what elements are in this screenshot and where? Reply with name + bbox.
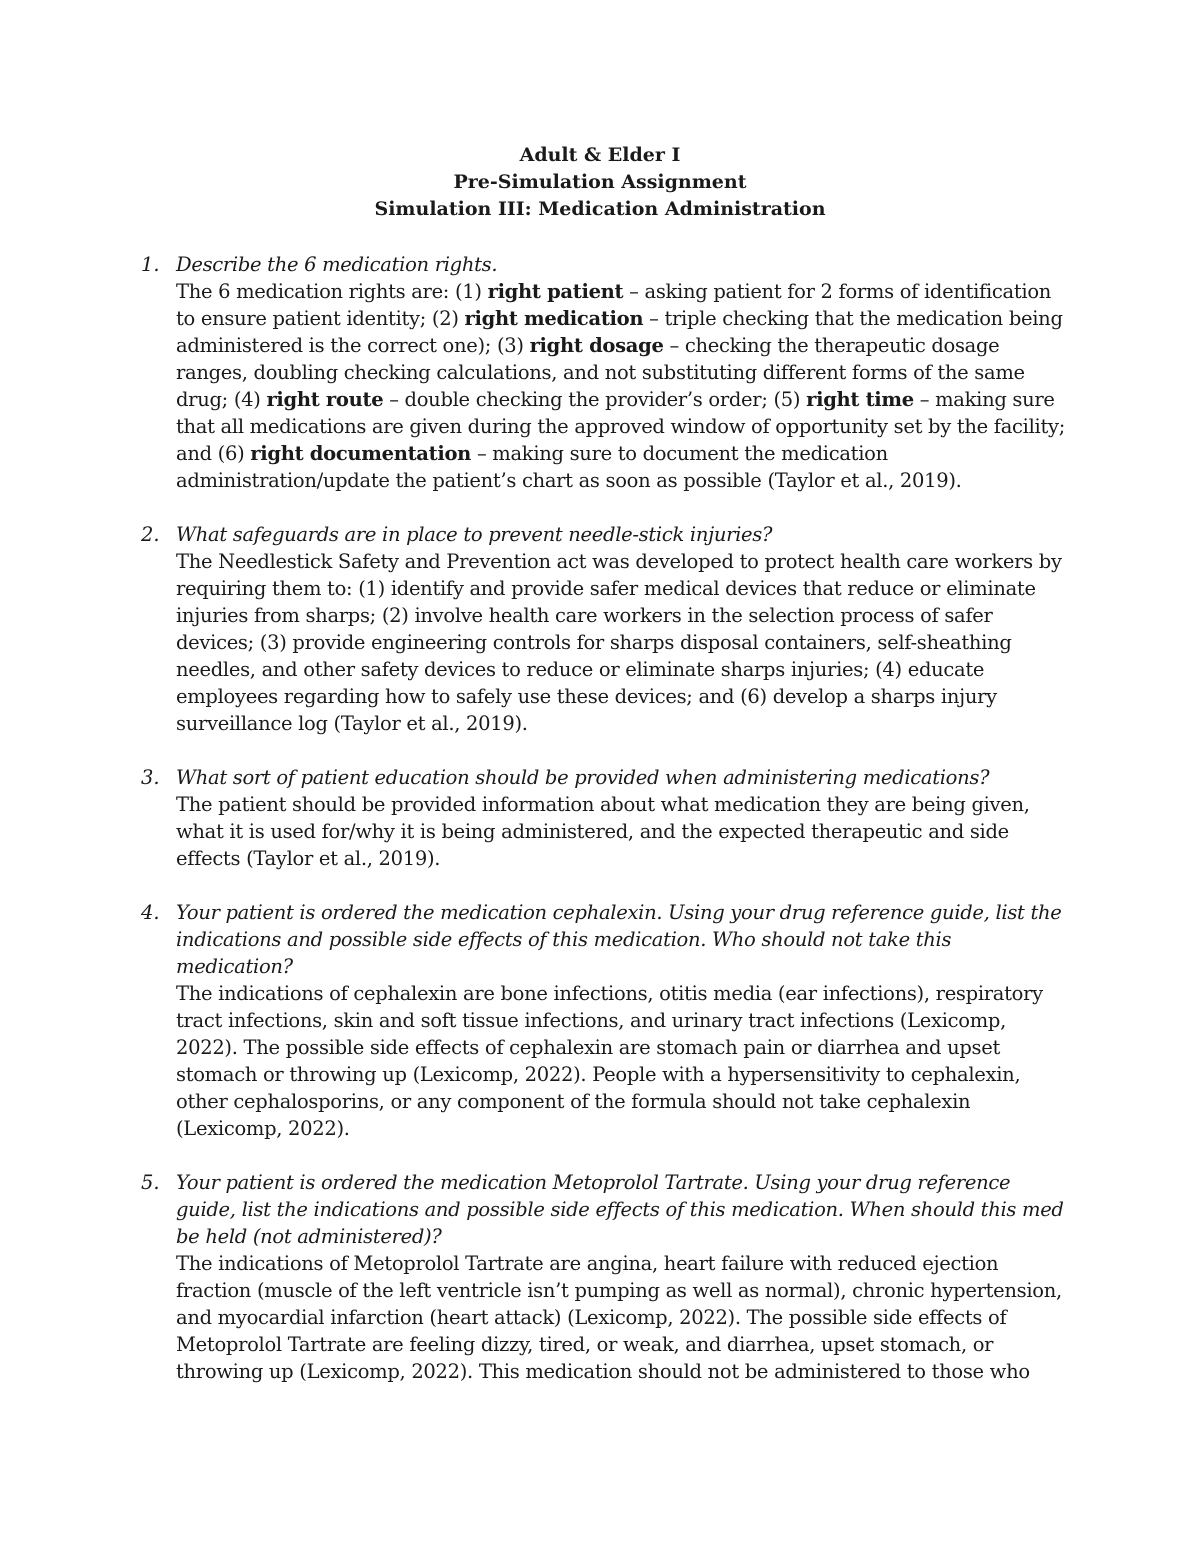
question-number: 1. bbox=[141, 253, 160, 276]
question-item-2 bbox=[0, 521, 1200, 737]
document-header bbox=[0, 142, 1200, 223]
question-text: Your patient is ordered the medication Metoprolol Tartrate. Using your drug reference guide, list the indications and possible side effects of this medication. When should this med be held (not administered)? bbox=[176, 1171, 1064, 1248]
right-route-term: right route bbox=[266, 388, 384, 411]
question-number: 2. bbox=[141, 523, 160, 546]
answer-text: The patient should be provided information about what medication they are being given, what it is used for/why it is being administered, and the expected therapeutic and side effects (Taylor et al., 2019). bbox=[176, 793, 1030, 870]
question-number: 3. bbox=[141, 766, 160, 789]
right-dosage-term: right dosage bbox=[529, 334, 664, 357]
answer-text: The indications of Metoprolol Tartrate are angina, heart failure with reduced ejection fraction (muscle of the left ventricle isn’t pumping as well as normal), chronic hypertension, and myocardial infarction (heart attack) (Lexicomp, 2022). The possible side effects of Metoprolol Tartrate are feeling dizzy, tired, or weak, and diarrhea, upset stomach, or throwing up (Lexicomp, 2022). This medication should not be administered to those who bbox=[176, 1252, 1062, 1383]
question-number: 5. bbox=[141, 1171, 160, 1194]
right-patient-term: right patient bbox=[487, 280, 624, 303]
right-time-term: right time bbox=[806, 388, 914, 411]
assignment-title: Pre-Simulation Assignment bbox=[453, 171, 747, 193]
answer-text: The Needlestick Safety and Prevention act was developed to protect health care workers by requiring them to: (1) identify and provide safer medical devices that reduce or eliminate injuries from sharps; (2) involve health care workers in the selection process of safer devices; (3) provide engineering controls for sharps disposal containers, self-sheathing needles, and other safety devices to reduce or eliminate sharps injuries; (4) educate employees regarding how to safely use these devices; and (6) develop a sharps injury surveillance log (Taylor et al., 2019). bbox=[176, 550, 1062, 735]
question-item-4 bbox=[0, 899, 1200, 1142]
answer-text: The indications of cephalexin are bone infections, otitis media (ear infections), respiratory tract infections, skin and soft tissue infections, and urinary tract infections (Lexicomp, 2022). The possible side effects of cephalexin are stomach pain or diarrhea and upset stomach or throwing up (Lexicomp, 2022). People with a hypersensitivity to cephalexin, other cephalosporins, or any component of the formula should not take cephalexin (Lexicomp, 2022). bbox=[176, 982, 1043, 1140]
simulation-title: Simulation III: Medication Administration bbox=[374, 198, 826, 220]
question-text: What sort of patient education should be provided when administering medications? bbox=[176, 766, 990, 789]
answer-text: The 6 medication rights are: (1) right patient – asking patient for 2 forms of identification to ensure patient identity; (2) right medication – triple checking that the medication being administered is the correct one); (3) right dosage – checking the therapeutic dosage ranges, doubling checking calculations, and not substituting different forms of the same drug; (4) right route – double checking the provider’s order; (5) right time – making sure that all medications are given during the approved window of opportunity set by the facility; and (6) right documentation – making sure to document the medication administration/update the patient’s chart as soon as possible (Taylor et al., 2019). bbox=[176, 280, 1065, 492]
question-item-1 bbox=[0, 251, 1200, 494]
course-title: Adult & Elder I bbox=[519, 144, 681, 166]
question-item-3 bbox=[0, 764, 1200, 872]
question-list bbox=[0, 251, 1200, 1412]
question-text: What safeguards are in place to prevent needle-stick injuries? bbox=[176, 523, 773, 546]
question-item-5 bbox=[0, 1169, 1200, 1385]
question-number: 4. bbox=[141, 901, 160, 924]
question-text: Your patient is ordered the medication cephalexin. Using your drug reference guide, list the indications and possible side effects of this medication. Who should not take this medication? bbox=[176, 901, 1062, 978]
right-medication-term: right medication bbox=[464, 307, 644, 330]
right-documentation-term: right documentation bbox=[250, 442, 472, 465]
question-text: Describe the 6 medication rights. bbox=[176, 253, 498, 276]
